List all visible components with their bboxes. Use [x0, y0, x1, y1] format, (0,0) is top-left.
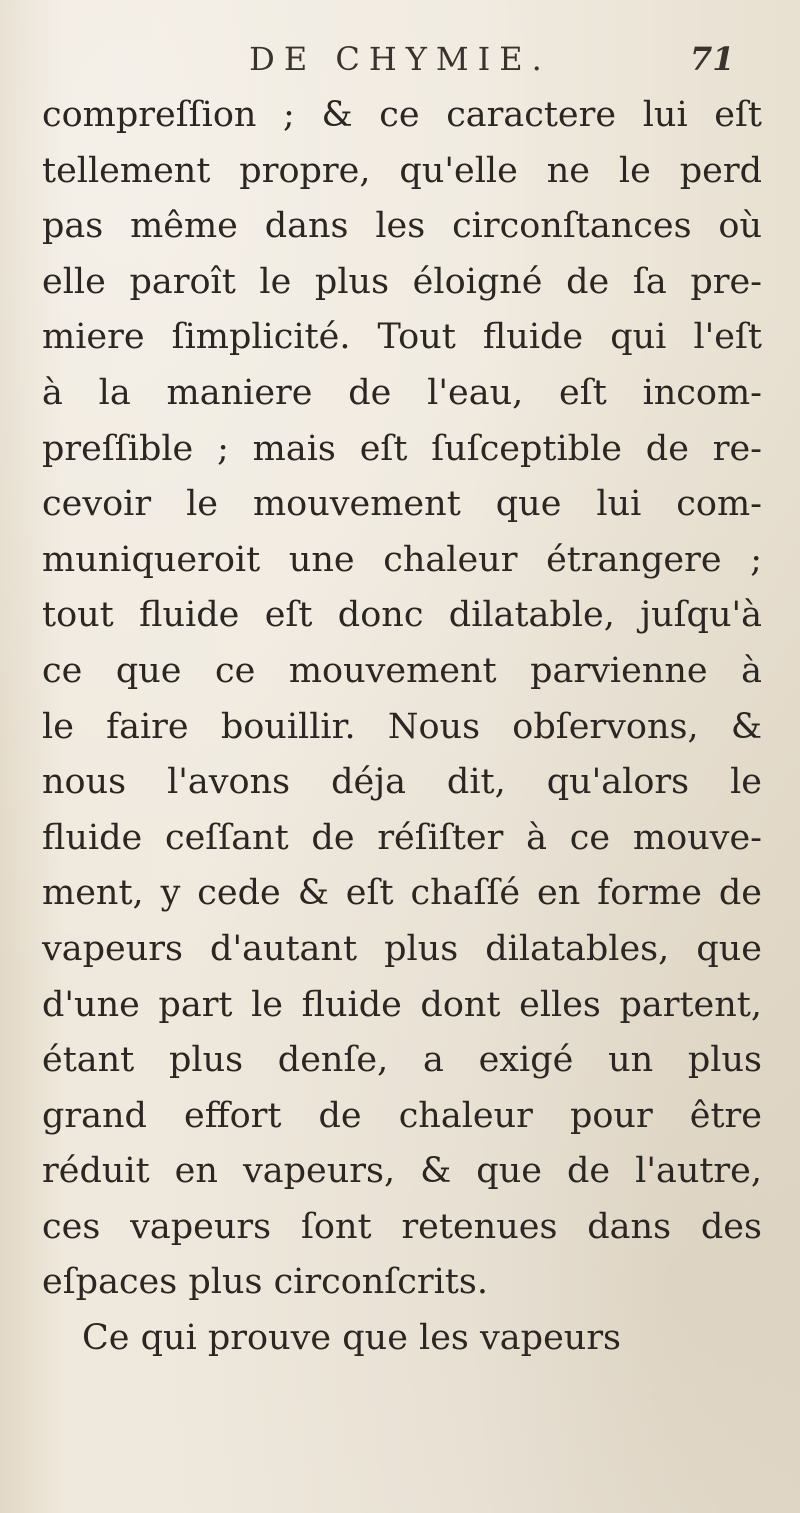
text-line: muniqueroit une chaleur étrangere ; — [42, 539, 762, 580]
text-line: à la maniere de l'eau, eſt incom- — [42, 372, 762, 413]
text-line: grand effort de chaleur pour être — [42, 1095, 762, 1136]
text-line: tout fluide eſt donc dilatable, juſqu'à — [42, 595, 762, 636]
text-line: tellement propre, qu'elle ne le perd — [42, 150, 762, 191]
body-text — [42, 88, 762, 1367]
running-head: DE CHYMIE. — [249, 40, 551, 78]
text-line: eſpaces plus circonſcrits. — [42, 1262, 488, 1303]
text-line: fluide ceſſant de réſiſter à ce mouve- — [42, 817, 762, 858]
text-line: vapeurs d'autant plus dilatables, que — [42, 928, 762, 969]
text-line: cevoir le mouvement que lui com- — [42, 484, 762, 525]
text-line: Ce qui prouve que les vapeurs — [82, 1318, 622, 1359]
text-line: le faire bouillir. Nous obſervons, & — [42, 706, 762, 747]
text-line: ment, y cede & eſt chaſſé en forme de — [42, 873, 762, 914]
text-line: elle paroît le plus éloigné de ſa pre- — [42, 261, 762, 302]
text-line: ces vapeurs ſont retenues dans des — [42, 1206, 762, 1247]
text-line: d'une part le fluide dont elles partent, — [42, 984, 762, 1025]
text-line: miere ſimplicité. Tout fluide qui l'eſt — [42, 317, 762, 358]
text-line: compreſſion ; & ce caractere lui eſt — [42, 95, 762, 135]
text-line: nous l'avons déja dit, qu'alors le — [42, 762, 762, 803]
text-line: preſſible ; mais eſt ſuſceptible de re- — [42, 428, 762, 469]
text-line: étant plus denſe, a exigé un plus — [42, 1040, 762, 1081]
text-line: ce que ce mouvement parvienne à — [42, 650, 762, 691]
text-line: pas même dans les circonſtances où — [42, 206, 762, 247]
page-number: 71 — [690, 40, 735, 78]
text-line: réduit en vapeurs, & que de l'autre, — [42, 1151, 762, 1192]
